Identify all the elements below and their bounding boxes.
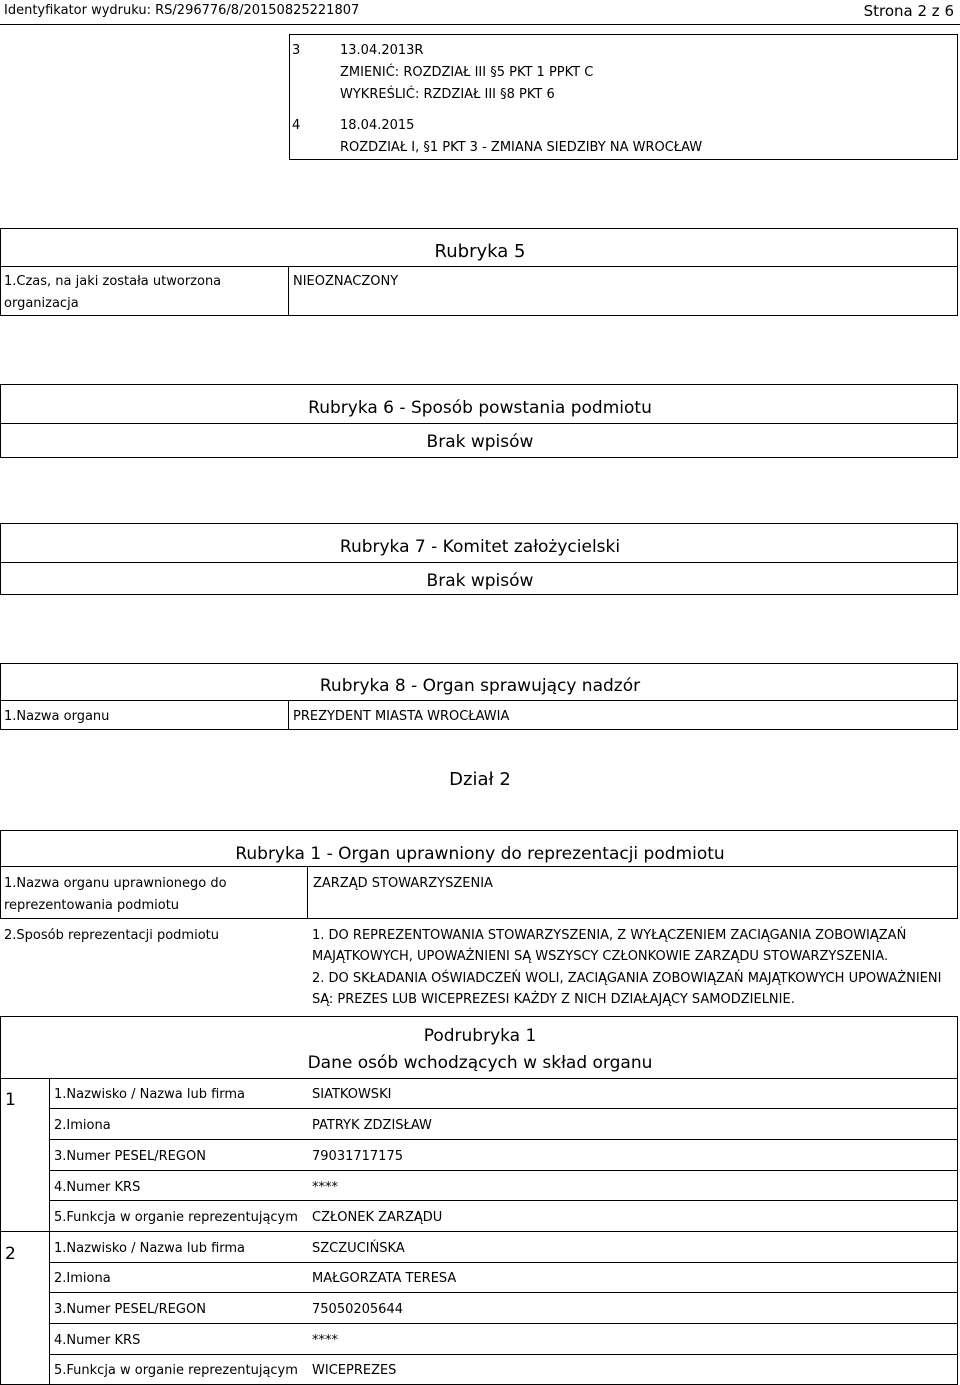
person-field-label: 5.Funkcja w organie reprezentującym (54, 1210, 298, 1225)
rubryka6-divider (0, 423, 958, 424)
change-text: ZMIENIĆ: ROZDZIAŁ III §5 PKT 1 PPKT C (340, 65, 594, 80)
person-field-value: CZŁONEK ZARZĄDU (312, 1210, 443, 1225)
podrubryka-subtitle: Dane osób wchodzących w skład organu (307, 1053, 653, 1073)
person-field-value: PATRYK ZDZISŁAW (312, 1118, 432, 1133)
representation-method-line: 1. DO REPREZENTOWANIA STOWARZYSZENIA, Z WYŁĄCZENIEM ZACIĄGANIA ZOBOWIĄZAŃ (312, 928, 907, 943)
person-field-label: 4.Numer KRS (54, 1180, 141, 1195)
person-row-divider (49, 1200, 958, 1201)
section-title-dzial-2: Dział 2 (449, 769, 511, 790)
person-field-label: 4.Numer KRS (54, 1333, 141, 1348)
person-divider (0, 1231, 958, 1232)
page-number: Strona 2 z 6 (863, 2, 954, 20)
person-field-value: MAŁGORZATA TERESA (312, 1271, 457, 1286)
rubryka7-title: Rubryka 7 - Komitet założycielski (339, 537, 621, 557)
change-number: 4 (292, 118, 301, 133)
person-field-value: **** (312, 1333, 338, 1348)
podrubryka-title: Podrubryka 1 (423, 1026, 537, 1046)
person-field-value: 75050205644 (312, 1302, 403, 1317)
change-date: 13.04.2013R (340, 43, 424, 58)
rubryka5-value: NIEOZNACZONY (293, 274, 399, 289)
representation-method-line: 2. DO SKŁADANIA OŚWIADCZEŃ WOLI, ZACIĄGANIA ZOBOWIĄZAŃ MAJĄTKOWYCH UPOWAŻNIENI (312, 971, 942, 986)
person-row-divider (49, 1323, 958, 1324)
rubryka5-column-divider (288, 266, 289, 316)
person-field-label: 3.Numer PESEL/REGON (54, 1149, 206, 1164)
rubryka1-divider (0, 866, 958, 867)
person-number: 2 (5, 1244, 16, 1264)
representation-method-line: SĄ: PREZES LUB WICEPREZESI KAŻDY Z NICH DZIAŁAJĄCY SAMODZIELNIE. (312, 992, 795, 1007)
person-field-value: SZCZUCIŃSKA (312, 1241, 405, 1256)
change-text: ROZDZIAŁ I, §1 PKT 3 - ZMIANA SIEDZIBY NA WROCŁAW (340, 140, 703, 155)
person-field-value: 79031717175 (312, 1149, 403, 1164)
podrubryka-divider (0, 1078, 958, 1079)
rubryka6-value: Brak wpisów (426, 432, 534, 452)
rubryka7-value: Brak wpisów (426, 571, 534, 591)
person-row-divider (49, 1262, 958, 1263)
rubryka6-title: Rubryka 6 - Sposób powstania podmiotu (308, 398, 652, 418)
change-number: 3 (292, 43, 301, 58)
representation-method-label: 2.Sposób reprezentacji podmiotu (4, 928, 219, 943)
person-row-divider (49, 1170, 958, 1171)
print-identifier: Identyfikator wydruku: RS/296776/8/20150825221807 (4, 3, 360, 18)
representation-method-line: MAJĄTKOWYCH, UPOWAŻNIENI SĄ WSZYSCY CZŁONKOWIE ZARZĄDU STOWARZYSZENIA. (312, 949, 889, 964)
person-field-label: 2.Imiona (54, 1118, 111, 1133)
person-row-divider (49, 1108, 958, 1109)
header-divider (0, 24, 960, 25)
person-row-divider (49, 1139, 958, 1140)
rubryka8-title: Rubryka 8 - Organ sprawujący nadzór (319, 676, 641, 696)
organ-name-label: reprezentowania podmiotu (4, 898, 180, 913)
rubryka5-title: Rubryka 5 (434, 241, 526, 262)
person-field-label: 1.Nazwisko / Nazwa lub firma (54, 1087, 246, 1102)
person-field-label: 1.Nazwisko / Nazwa lub firma (54, 1241, 246, 1256)
person-field-label: 2.Imiona (54, 1271, 111, 1286)
person-field-value: **** (312, 1180, 338, 1195)
rubryka8-label: 1.Nazwa organu (4, 709, 110, 724)
rubryka8-column-divider (288, 700, 289, 730)
rubryka8-divider (0, 700, 958, 701)
person-number: 1 (5, 1090, 16, 1110)
rubryka7-divider (0, 562, 958, 563)
person-field-label: 5.Funkcja w organie reprezentującym (54, 1363, 298, 1378)
rubryka1-title: Rubryka 1 - Organ uprawniony do reprezentacji podmiotu (235, 844, 725, 864)
organ-name-value: ZARZĄD STOWARZYSZENIA (313, 876, 493, 891)
rubryka5-label: organizacja (4, 296, 79, 311)
organ-name-label: 1.Nazwa organu uprawnionego do (4, 876, 227, 891)
person-field-value: SIATKOWSKI (312, 1087, 392, 1102)
rubryka5-label: 1.Czas, na jaki została utworzona (4, 274, 222, 289)
rubryka8-value: PREZYDENT MIASTA WROCŁAWIA (293, 709, 510, 724)
person-field-label: 3.Numer PESEL/REGON (54, 1302, 206, 1317)
change-date: 18.04.2015 (340, 118, 415, 133)
person-row-divider (49, 1354, 958, 1355)
rubryka5-divider (0, 266, 958, 267)
person-field-value: WICEPREZES (312, 1363, 397, 1378)
rubryka1-column-divider (307, 866, 308, 919)
person-row-divider (49, 1292, 958, 1293)
change-text: WYKREŚLIĆ: RZDZIAŁ III §8 PKT 6 (340, 87, 555, 102)
